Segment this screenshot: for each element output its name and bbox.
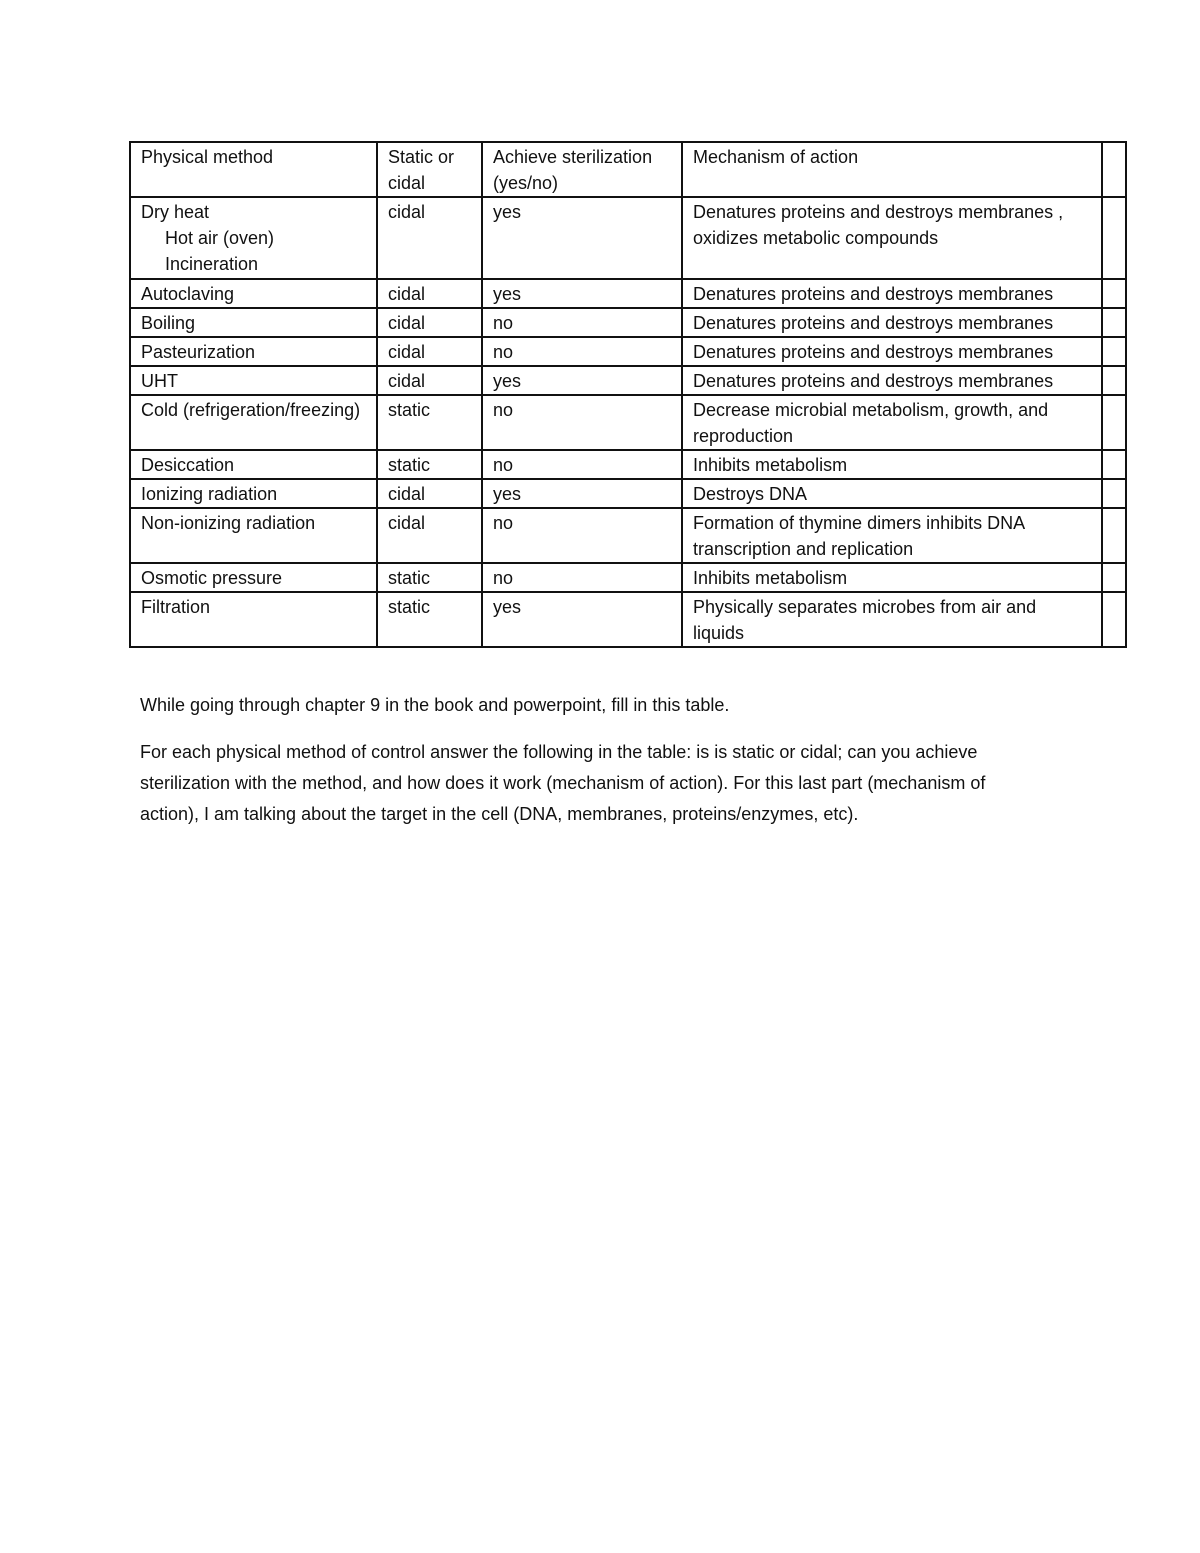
sterilization-cell: no xyxy=(482,395,682,450)
method-cell xyxy=(130,197,377,279)
blank-column-cell xyxy=(1102,395,1126,450)
mechanism-cell: Destroys DNA xyxy=(682,479,1102,508)
header-static-cidal: Static or cidal xyxy=(377,142,482,197)
instructions-paragraph: For each physical method of control answer the following in the table: is is static or cidal; can you achieve sterilization with the method, and how does it work (mechanism of action). For this last part (mechanism of action), I am talking about the target in the cell (DNA, membranes, proteins/enzymes, etc). xyxy=(140,742,986,824)
blank-column-cell xyxy=(1102,279,1126,308)
sterilization-cell: no xyxy=(482,508,682,563)
static-cidal-cell: static xyxy=(377,563,482,592)
table-row xyxy=(130,592,1126,647)
table-row xyxy=(130,337,1126,366)
blank-column-cell xyxy=(1102,450,1126,479)
method-cell: Osmotic pressure xyxy=(130,563,377,592)
method-cell: Ionizing radiation xyxy=(130,479,377,508)
method-cell: UHT xyxy=(130,366,377,395)
sterilization-cell: no xyxy=(482,337,682,366)
blank-column-cell xyxy=(1102,508,1126,563)
method-cell: Autoclaving xyxy=(130,279,377,308)
mechanism-cell: Denatures proteins and destroys membranes xyxy=(682,308,1102,337)
instructions-paragraph: While going through chapter 9 in the book and powerpoint, fill in this table. xyxy=(140,695,730,715)
blank-column-cell xyxy=(1102,479,1126,508)
method-cell: Non-ionizing radiation xyxy=(130,508,377,563)
table-header-row xyxy=(130,142,1126,197)
method-cell: Pasteurization xyxy=(130,337,377,366)
static-cidal-cell: static xyxy=(377,450,482,479)
blank-column-cell xyxy=(1102,197,1126,279)
mechanism-cell: Denatures proteins and destroys membranes xyxy=(682,337,1102,366)
method-subitem: Incineration xyxy=(165,254,259,274)
blank-column-cell xyxy=(1102,308,1126,337)
mechanism-cell: Inhibits metabolism xyxy=(682,450,1102,479)
method-cell: Cold (refrigeration/freezing) xyxy=(130,395,377,450)
sterilization-cell: no xyxy=(482,563,682,592)
mechanism-cell: Denatures proteins and destroys membranes , oxidizes metabolic compounds xyxy=(682,197,1102,279)
static-cidal-cell: cidal xyxy=(377,308,482,337)
table-row xyxy=(130,366,1126,395)
table-row xyxy=(130,395,1126,450)
method-name: Dry heat xyxy=(141,202,210,222)
sterilization-cell: yes xyxy=(482,592,682,647)
mechanism-cell: Inhibits metabolism xyxy=(682,563,1102,592)
header-mechanism: Mechanism of action xyxy=(682,142,1102,197)
blank-column-cell xyxy=(1102,366,1126,395)
table-row xyxy=(130,450,1126,479)
static-cidal-cell: cidal xyxy=(377,197,482,279)
instructions xyxy=(140,690,1040,846)
static-cidal-cell: cidal xyxy=(377,479,482,508)
method-cell: Desiccation xyxy=(130,450,377,479)
table-row xyxy=(130,197,1126,279)
static-cidal-cell: cidal xyxy=(377,279,482,308)
table-row xyxy=(130,563,1126,592)
table-row xyxy=(130,308,1126,337)
static-cidal-cell: static xyxy=(377,395,482,450)
physical-methods-table xyxy=(129,141,1127,648)
method-cell: Boiling xyxy=(130,308,377,337)
sterilization-cell: yes xyxy=(482,366,682,395)
blank-column-cell xyxy=(1102,592,1126,647)
static-cidal-cell: cidal xyxy=(377,337,482,366)
static-cidal-cell: cidal xyxy=(377,366,482,395)
mechanism-cell: Decrease microbial metabolism, growth, and reproduction xyxy=(682,395,1102,450)
mechanism-cell: Physically separates microbes from air and liquids xyxy=(682,592,1102,647)
table-row xyxy=(130,508,1126,563)
sterilization-cell: no xyxy=(482,450,682,479)
method-cell: Filtration xyxy=(130,592,377,647)
table-row xyxy=(130,479,1126,508)
static-cidal-cell: static xyxy=(377,592,482,647)
static-cidal-cell: cidal xyxy=(377,508,482,563)
sterilization-cell: no xyxy=(482,308,682,337)
method-subitem: Hot air (oven) xyxy=(165,228,275,248)
header-method: Physical method xyxy=(130,142,377,197)
sterilization-cell: yes xyxy=(482,279,682,308)
mechanism-cell: Formation of thymine dimers inhibits DNA transcription and replication xyxy=(682,508,1102,563)
blank-column-cell xyxy=(1102,337,1126,366)
header-sterilization: Achieve sterilization (yes/no) xyxy=(482,142,682,197)
blank-column-cell xyxy=(1102,563,1126,592)
blank-column-cell xyxy=(1102,142,1126,197)
table-row xyxy=(130,279,1126,308)
sterilization-cell: yes xyxy=(482,197,682,279)
mechanism-cell: Denatures proteins and destroys membranes xyxy=(682,366,1102,395)
mechanism-cell: Denatures proteins and destroys membranes xyxy=(682,279,1102,308)
sterilization-cell: yes xyxy=(482,479,682,508)
